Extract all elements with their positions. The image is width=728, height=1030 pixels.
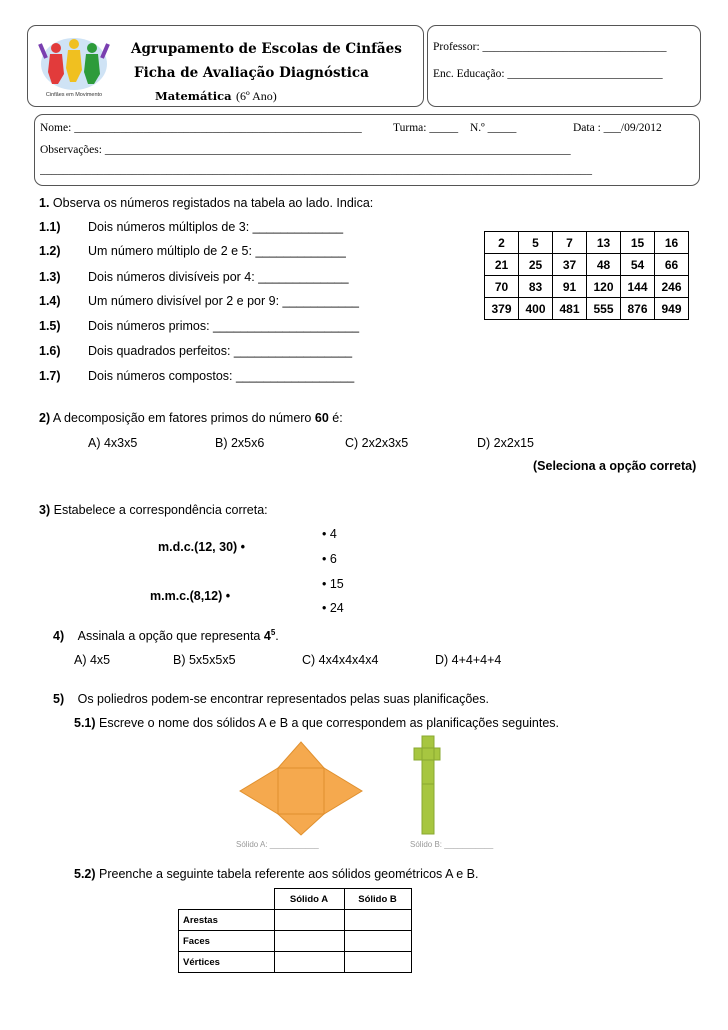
q2-option-c[interactable]: C) 2x2x3x5 [345,436,409,450]
q3-text: Estabelece a correspondência correta: [53,503,268,517]
q1-item-number: 1.5) [39,319,61,333]
observacoes-line-2[interactable]: ________________________________________________________________________________________________ [40,164,592,176]
q3-right-option[interactable]: • 4 [322,527,337,541]
q1-item-number: 1.3) [39,270,61,284]
q4-dot: . [275,629,279,644]
table-cell: 7 [553,232,587,254]
table-row [179,910,412,931]
q1-heading [39,196,373,210]
nome-blank: __________________________________________________ [74,122,362,134]
answer-cell[interactable] [344,952,411,973]
header-solid-b: Sólido B [344,889,411,910]
q1-item-number: 1.6) [39,344,61,358]
table-cell: 70 [485,276,519,298]
solid-b-caption[interactable]: Sólido B: ___________ [410,840,494,849]
solid-a-caption[interactable]: Sólido A: ___________ [236,840,319,849]
table-cell: 83 [519,276,553,298]
table-corner [179,889,275,910]
q3-heading [39,503,268,517]
answer-cell[interactable] [274,910,344,931]
q1-item-text[interactable]: Um número divisível por 2 e por 9: ___________ [88,294,359,308]
row-label-faces: Faces [179,931,275,952]
answer-cell[interactable] [274,952,344,973]
table-cell: 16 [655,232,689,254]
q4-option-c[interactable]: C) 4x4x4x4x4 [302,653,379,667]
table-row [179,952,412,973]
q1-item-text[interactable]: Dois números compostos: _________________ [88,369,355,383]
q5-heading [53,692,489,706]
q1-item [39,294,61,308]
table-cell: 66 [655,254,689,276]
q3-right-option[interactable]: • 6 [322,552,337,566]
q2-heading [39,411,343,425]
q4-option-a[interactable]: A) 4x5 [74,653,111,667]
table-cell: 48 [587,254,621,276]
row-label-arestas: Arestas [179,910,275,931]
table-cell: 120 [587,276,621,298]
table-row [485,232,689,254]
q2-option-b[interactable]: B) 2x5x6 [215,436,265,450]
q1-item-number: 1.7) [39,369,61,383]
obs-label: Observações: [40,144,105,156]
q1-item-text[interactable]: Dois quadrados perfeitos: _________________ [88,344,353,358]
table-cell: 5 [519,232,553,254]
q4-heading [53,628,279,643]
q4-exponent: 5 [270,628,276,637]
table-cell: 246 [655,276,689,298]
table-cell: 15 [621,232,655,254]
q2-note: (Seleciona a opção correta) [533,459,697,473]
table-row [179,889,412,910]
nome-field[interactable] [40,122,362,134]
q4-text: Assinala a opção que representa [77,629,261,644]
data-field[interactable]: Data : ___/09/2012 [573,122,662,134]
q1-item [39,369,61,383]
q3-left-mmc[interactable]: m.m.c.(8,12) • [150,589,231,603]
answer-cell[interactable] [274,931,344,952]
q1-item-number: 1.2) [39,244,61,258]
sheet-title: Ficha de Avaliação Diagnóstica [134,65,369,81]
q1-item-number: 1.1) [39,220,61,234]
q2-text: A decomposição em fatores primos do número [52,411,312,425]
school-name: Agrupamento de Escolas de Cinfães [131,41,402,57]
q1-item [39,270,61,284]
teacher-box [427,25,701,107]
professor-blank: ________________________________ [482,41,667,53]
answer-cell[interactable] [344,931,411,952]
table-cell: 91 [553,276,587,298]
table-row [485,254,689,276]
q4-number: 4) [53,629,65,644]
q5-1-number: 5.1) [74,716,96,730]
q1-item-number: 1.4) [39,294,61,308]
table-cell: 949 [655,298,689,320]
q4-base: 4 [263,629,271,644]
table-cell: 21 [485,254,519,276]
professor-label: Professor: [433,41,483,53]
q3-left-mdc[interactable]: m.d.c.(12, 30) • [158,540,246,554]
q2-option-a[interactable]: A) 4x3x5 [88,436,138,450]
numbers-table [484,231,689,320]
table-cell: 876 [621,298,655,320]
q4-option-b[interactable]: B) 5x5x5x5 [173,653,236,667]
q2-option-d[interactable]: D) 2x2x15 [477,436,534,450]
pyramid-net [238,740,364,836]
header-solid-a: Sólido A [274,889,344,910]
table-cell: 2 [485,232,519,254]
logo-caption: Cinfães em Movimento [45,92,103,98]
q5-2-number: 5.2) [74,867,96,881]
subject [155,87,277,105]
enc-blank: ___________________________ [507,68,663,80]
q1-number: 1. [39,196,50,210]
q5-number: 5) [53,692,65,706]
q3-number: 3) [39,503,51,517]
obs-blank: _________________________________________________________________________________ [104,144,571,156]
table-cell: 37 [553,254,587,276]
q1-item-text[interactable]: Dois números divisíveis por 4: _____________ [88,270,349,284]
table-cell: 144 [621,276,655,298]
table-cell: 379 [485,298,519,320]
q3-right-option[interactable]: • 24 [322,601,344,615]
q5-2-heading [74,867,478,881]
q5-text: Os poliedros podem-se encontrar representados pelas suas planificações. [77,692,489,706]
q1-item [39,244,61,258]
subject-year: (6º Ano) [236,89,277,103]
table-cell: 54 [621,254,655,276]
subject-name: Matemática [155,89,232,103]
q1-item-text[interactable]: Dois números múltiplos de 3: _____________ [88,220,344,234]
numero-field[interactable]: N.º _____ [470,122,517,134]
q1-item-text[interactable]: Um número múltiplo de 2 e 5: _____________ [88,244,346,258]
q1-item-text[interactable]: Dois números primos: _____________________ [88,319,360,333]
table-cell: 13 [587,232,621,254]
q1-item [39,319,61,333]
q1-item [39,220,61,234]
enc-label: Enc. Educação: [433,68,508,80]
table-cell: 400 [519,298,553,320]
q2-number: 2) [39,411,51,425]
table-cell: 481 [553,298,587,320]
nome-label: Nome: [40,122,75,134]
q5-2-text: Preenche a seguinte tabela referente aos sólidos geométricos A e B. [99,867,479,881]
turma-field[interactable]: Turma: _____ [393,122,459,134]
q4-option-d[interactable]: D) 4+4+4+4 [435,653,502,667]
q2-target-number: 60 [314,411,329,425]
q1-item [39,344,61,358]
prism-net [412,734,442,836]
table-cell: 25 [519,254,553,276]
q5-1-text: Escreve o nome dos sólidos A e B a que correspondem as planificações seguintes. [99,716,560,730]
q5-1-heading [74,716,559,730]
enc-educacao-field[interactable] [433,68,663,80]
q1-text: Observa os números registados na tabela ao lado. Indica: [52,196,374,210]
solids-table [178,888,412,973]
school-logo [38,34,110,100]
observacoes-field[interactable] [40,144,571,156]
row-label-vertices: Vértices [179,952,275,973]
q2-text-end: é: [332,411,343,425]
table-row [179,931,412,952]
table-cell: 555 [587,298,621,320]
professor-field[interactable] [433,41,667,53]
q3-right-option[interactable]: • 15 [322,577,344,591]
table-row [485,298,689,320]
table-row [485,276,689,298]
answer-cell[interactable] [344,910,411,931]
